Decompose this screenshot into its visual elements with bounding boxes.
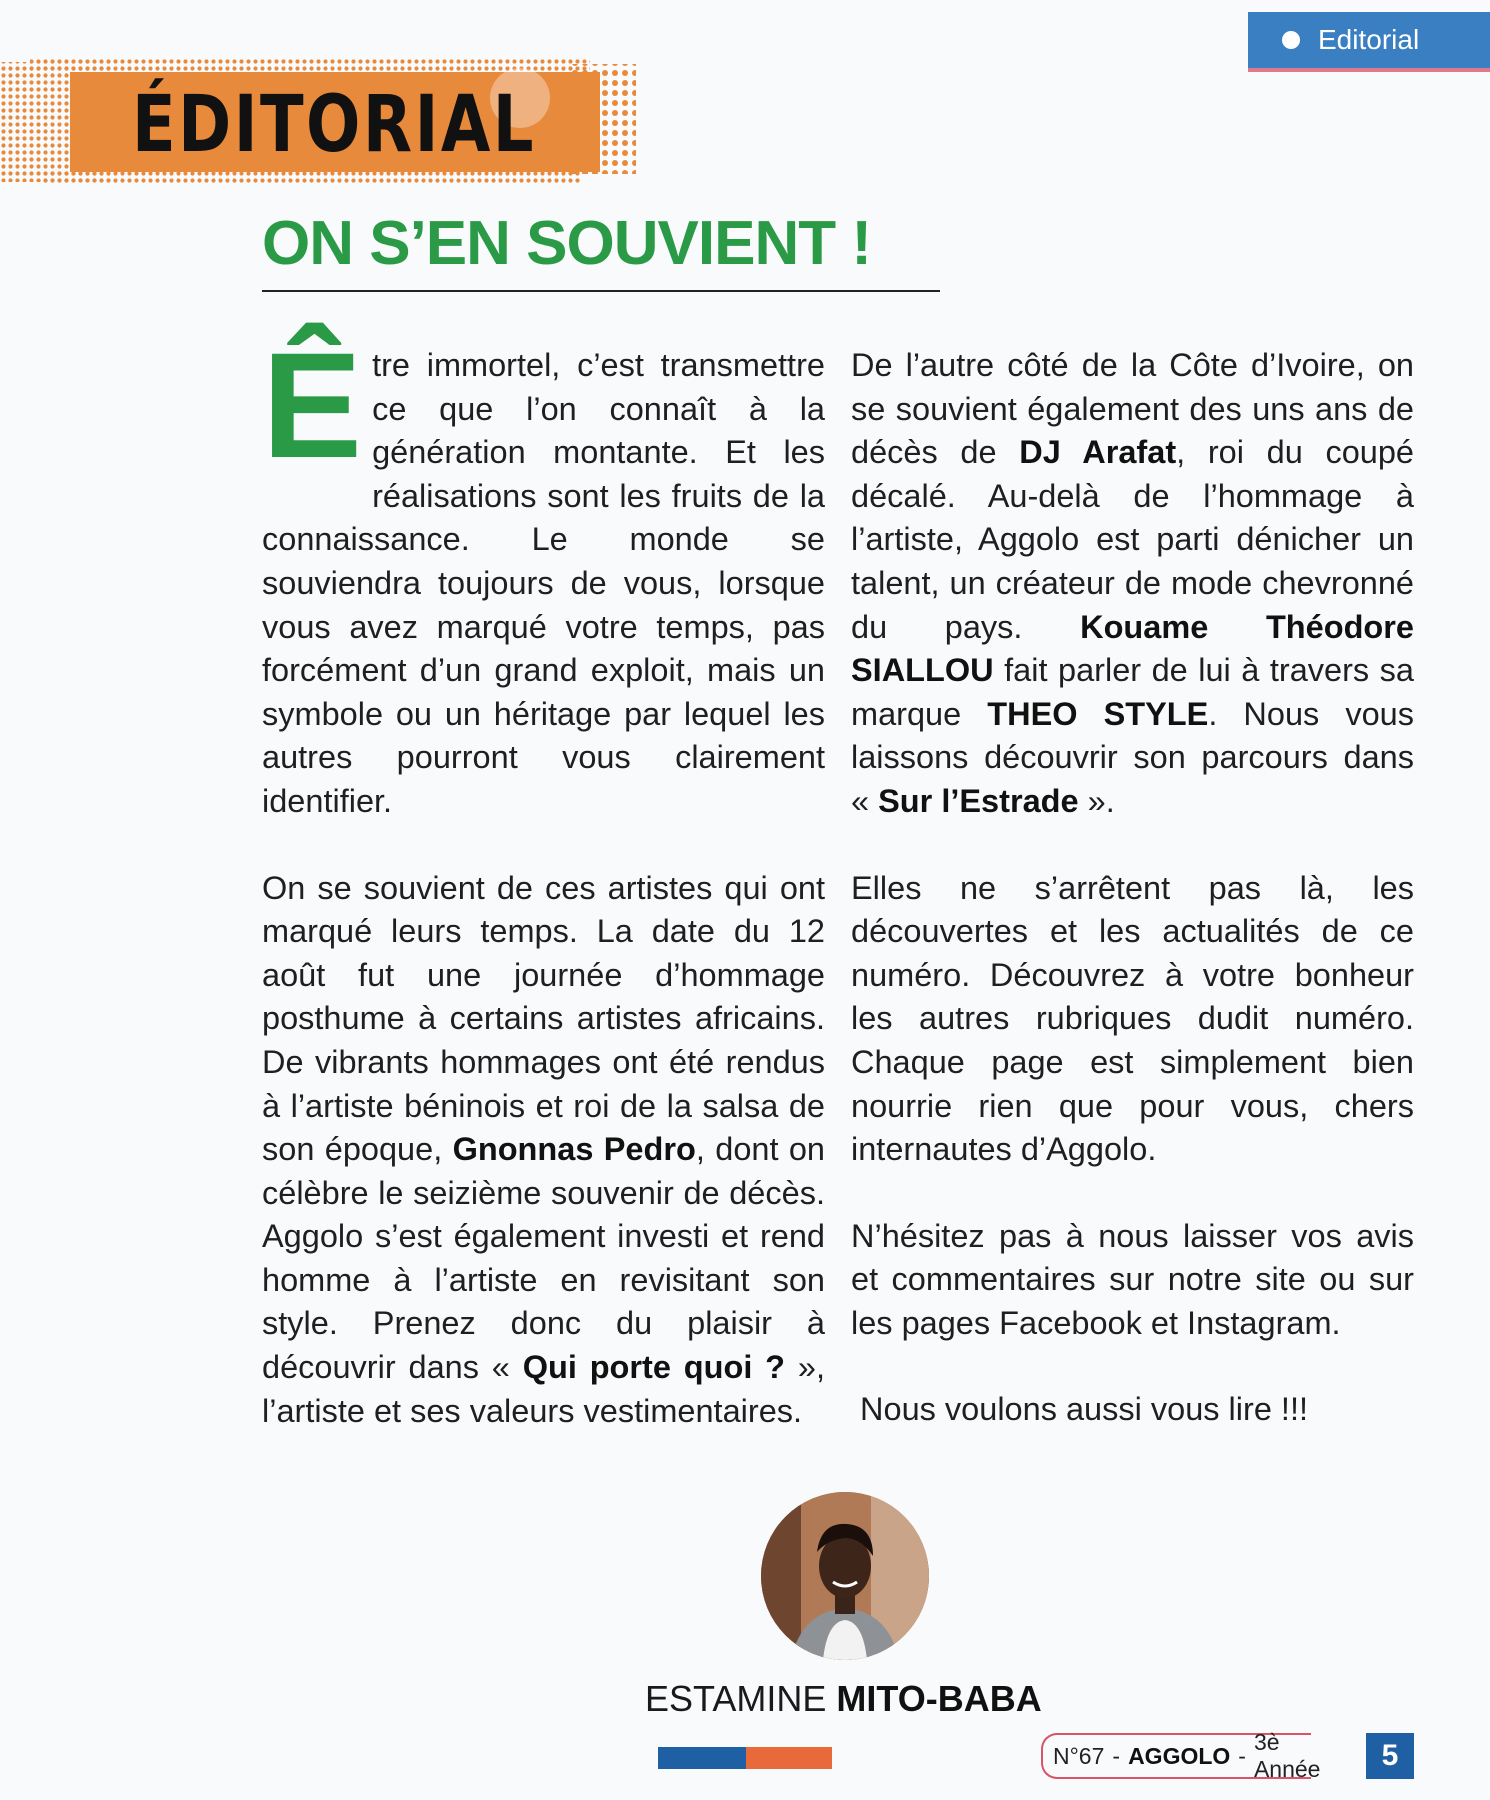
- brand-name: THEO STYLE: [987, 695, 1209, 732]
- left-column: [262, 321, 825, 1433]
- text-run: , roi du coupé décalé. Au-delà de l’hommage à l’artiste, Aggolo est parti dénicher un talent, un créateur de mode chevronné du pays.: [851, 434, 1414, 645]
- footer-orange-bar: [746, 1747, 832, 1769]
- text-run: », l’artiste et ses valeurs vestimentaires.: [262, 1349, 825, 1429]
- page-number: 5: [1366, 1733, 1414, 1779]
- right-paragraph-1: [851, 344, 1414, 824]
- rubric-name: Sur l’Estrade: [878, 782, 1079, 819]
- rubric-name: Qui porte quoi ?: [522, 1349, 786, 1386]
- drop-cap: Ê: [262, 321, 363, 489]
- text-run: ».: [1078, 782, 1115, 819]
- headline: ON S’EN SOUVIENT !: [262, 209, 871, 278]
- right-paragraph-3: N’hésitez pas à nous laisser vos avis et commentaires sur notre site ou sur les pages Facebook et Instagram.: [851, 1217, 1414, 1341]
- banner-title: ÉDITORIAL: [132, 80, 537, 170]
- issue-info: [1041, 1729, 1321, 1782]
- left-paragraph-1: [262, 321, 825, 824]
- artist-name: DJ Arafat: [1019, 434, 1177, 471]
- magazine-name: AGGOLO: [1128, 1742, 1231, 1769]
- author-portrait-icon: [761, 1492, 929, 1660]
- text-run: On se souvient de ces artistes qui ont marqué leurs temps. La date du 12 août fut une journée d’hommage posthume à certains artistes africains. De vibrants hommages ont été rendus à l’artiste béninois et roi de la salsa de son époque,: [262, 869, 825, 1168]
- author-last-name: MITO-BABA: [836, 1678, 1042, 1719]
- author-photo: [761, 1492, 929, 1660]
- headline-rule: [262, 290, 940, 292]
- left-paragraph-2: [262, 867, 825, 1434]
- right-paragraph-4: Nous voulons aussi vous lire !!!: [851, 1391, 1309, 1428]
- designer-name: Kouame Théodore SIALLOU: [851, 608, 1415, 689]
- section-tab-label: Editorial: [1318, 24, 1420, 55]
- issue-year: 3è Année: [1253, 1729, 1321, 1782]
- section-tab: [1248, 12, 1490, 72]
- right-column: [851, 344, 1414, 1432]
- footer-blue-bar: [658, 1747, 746, 1769]
- text-run: . Nous vous laissons découvrir son parcours dans «: [851, 695, 1415, 819]
- left-paragraph-1-text: tre immortel, c’est transmettre ce que l’on connaît à la génération montante. Et les réalisations sont les fruits de la connaissance. Le monde se souviendra toujours de vous, lorsque vous avez marqué votre temps, pas forcément d’un grand exploit, mais un symbole ou un héritage par lequel les autres pourront vous clairement identifier.: [262, 347, 825, 819]
- author-first-name: ESTAMINE: [645, 1678, 827, 1719]
- bullet-dot-icon: [1282, 31, 1300, 49]
- right-paragraph-2: Elles ne s’arrêtent pas là, les découvertes et les actualités de ce numéro. Découvrez à votre bonheur les autres rubriques dudit numéro. Chaque page est simplement bien nourrie rien que pour vous, chers internautes d’Aggolo.: [851, 869, 1414, 1168]
- artist-name: Gnonnas Pedro: [452, 1131, 696, 1168]
- separator: -: [1112, 1742, 1121, 1769]
- issue-number: N°67: [1053, 1742, 1105, 1769]
- text-run: De l’autre côté de la Côte d’Ivoire, on se souvient également des uns ans de décès de: [851, 347, 1414, 471]
- text-run: , dont on célèbre le seizième souvenir de décès. Aggolo s’est également investi et rend homme à l’artiste en revisitant son style. Prenez donc du plaisir à découvrir dans «: [262, 1131, 825, 1386]
- text-run: fait parler de lui à travers sa marque: [851, 652, 1414, 732]
- separator: -: [1238, 1742, 1246, 1769]
- author-signature: [645, 1678, 1042, 1720]
- section-banner: [0, 58, 640, 186]
